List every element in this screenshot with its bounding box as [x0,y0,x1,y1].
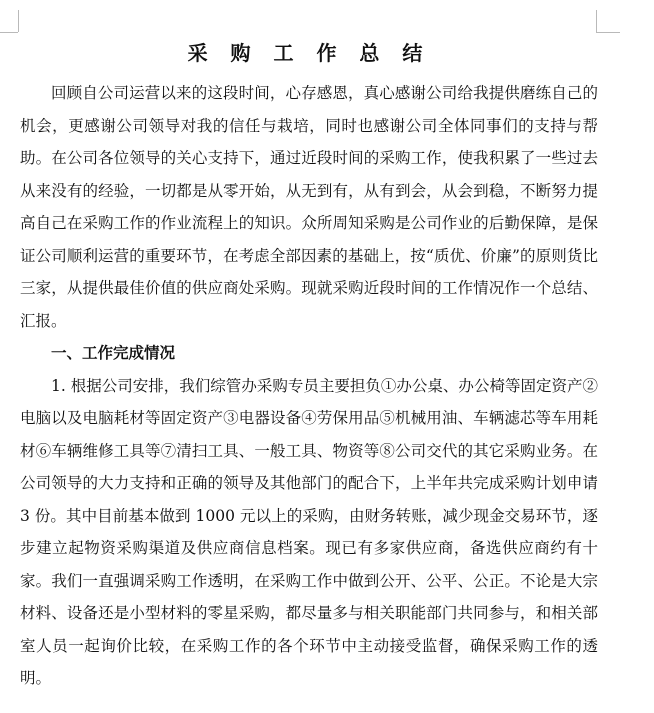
crop-mark-top-left [18,10,19,32]
document-body [20,38,598,695]
document-title: 采 购 工 作 总 结 [187,41,431,65]
section-heading: 一、工作完成情况 [51,343,176,362]
crop-mark-top-left-horizontal [0,32,18,33]
item-1-paragraph: 1. 根据公司安排，我们综管办采购专员主要担负①办公桌、办公椅等固定资产②电脑以及电脑耗材等固定资产③电器设备④劳保用品⑤机械用油、车辆滤芯等车用耗材⑥车辆维修工具等⑦清扫工具、一般工具、物资等⑧公司交代的其它采购业务。在公司领导的大力支持和正确的领导及其他部门的配合下，上半年共完成采购计划申请 3 份。其中目前基本做到 1000 元以上的采购，由财务转账，减少现金交易环节，逐步建立起物资采购渠道及供应商信息档案。现已有多家供应商，备选供应商约有十家。我们一直强调采购工作透明，在采购工作中做到公开、公平、公正。不论是大宗材料、设备还是小型材料的零星采购，都尽量多与相关职能部门共同参与，和相关部室人员一起询价比较，在采购工作的各个环节中主动接受监督，确保采购工作的透明。 [20,376,598,687]
crop-mark-top-right [596,10,597,32]
crop-mark-top-right-horizontal [596,32,620,33]
intro-paragraph: 回顾自公司运营以来的这段时间，心存感恩，真心感谢公司给我提供磨练自己的机会，更感谢公司领导对我的信任与栽培，同时也感谢公司全体同事们的支持与帮助。在公司各位领导的关心支持下，通过近段时间的采购工作，使我积累了一些过去从来没有的经验，一切都是从零开始，从无到有，从有到会，从会到稳，不断努力提高自己在采购工作的作业流程上的知识。众所周知采购是公司作业的后勤保障，是保证公司顺利运营的重要环节，在考虑全部因素的基础上，按“质优、价廉”的原则货比三家，从提供最佳价值的供应商处采购。现就采购近段时间的工作情况作一个总结、汇报。 [20,84,598,330]
